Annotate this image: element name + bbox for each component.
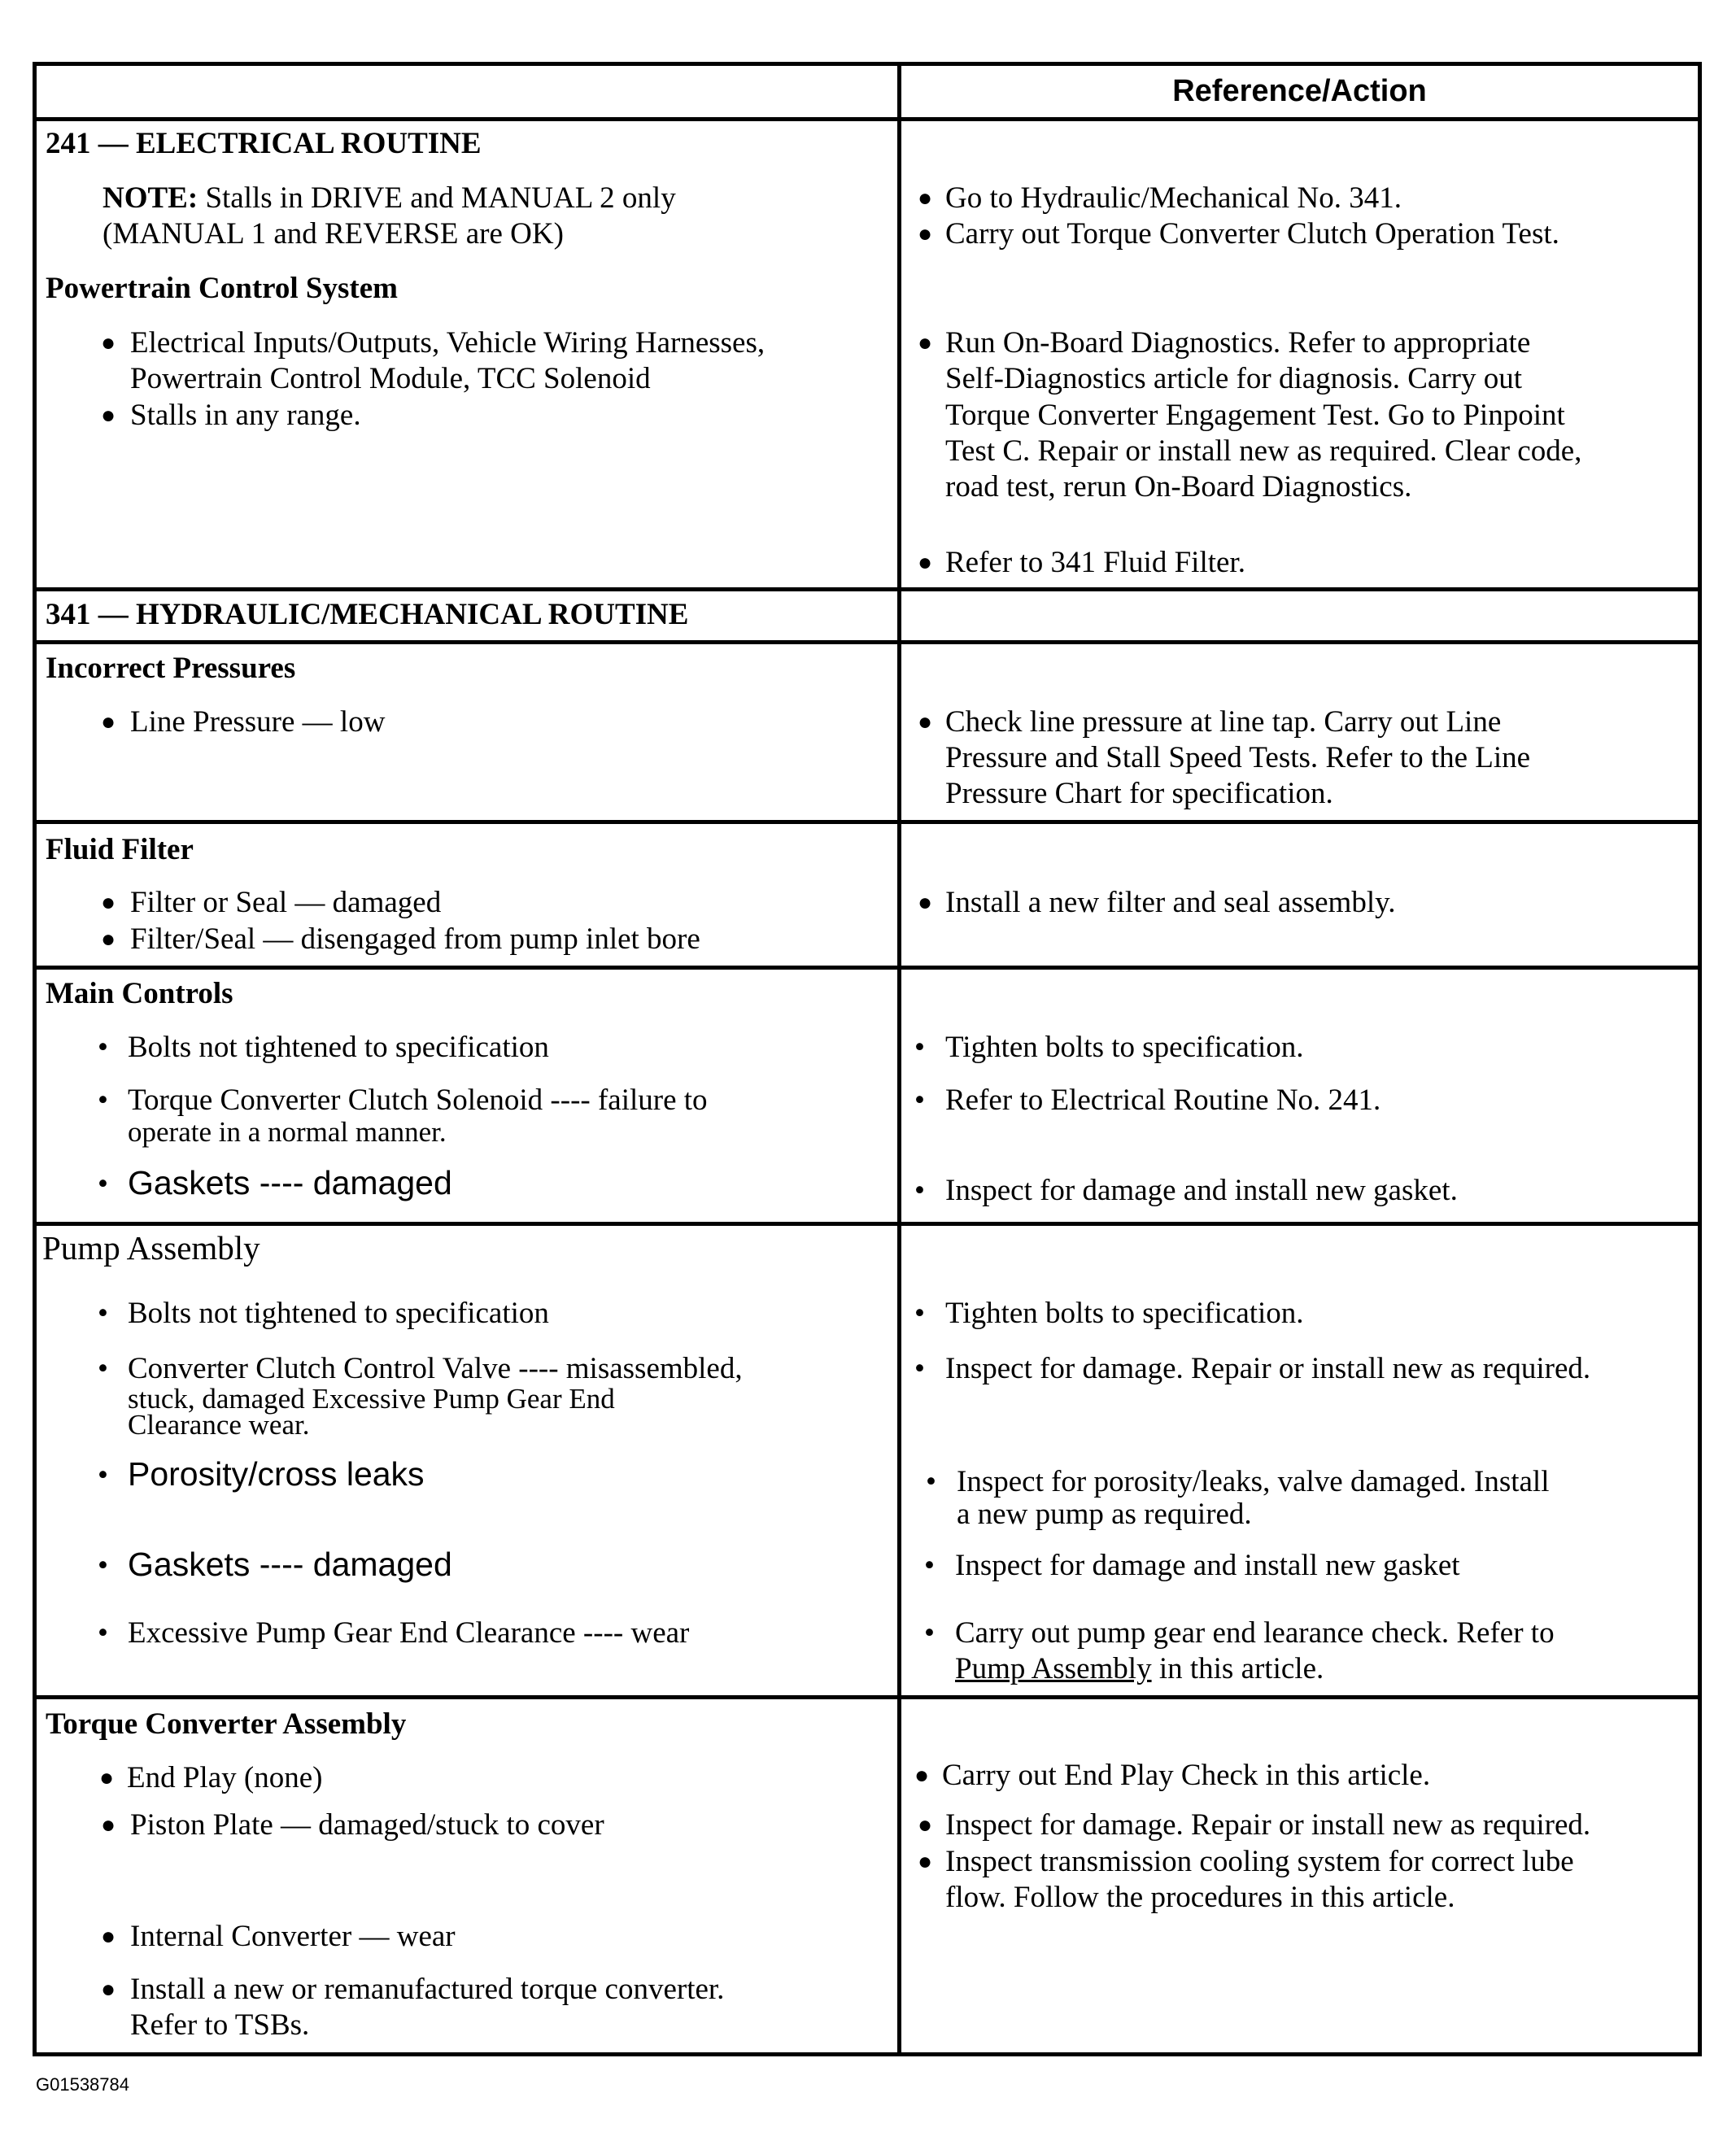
item-text: Install a new or remanufactured torque converter.	[130, 1973, 725, 2006]
ref-text: Inspect for damage and install new gasket	[955, 1549, 1460, 1582]
item-text: Porosity/cross leaks	[128, 1455, 425, 1493]
bullet: •	[924, 1549, 935, 1582]
ref-text: a new pump as required.	[957, 1498, 1252, 1531]
ref-text: Inspect for damage and install new gasket.	[945, 1174, 1458, 1207]
row-divider	[33, 966, 1702, 970]
ref-text: Carry out Torque Converter Clutch Operation Test.	[945, 217, 1559, 251]
bullet: •	[914, 1174, 925, 1207]
ref-text-tail: in this article.	[1151, 1652, 1324, 1685]
item-text: Clearance wear.	[128, 1409, 310, 1441]
subheading-torque-converter: Torque Converter Assembly	[46, 1707, 407, 1741]
section-title-241: 241 — ELECTRICAL ROUTINE	[46, 127, 482, 160]
bullet: ●	[101, 402, 116, 429]
item-text: Internal Converter — wear	[130, 1920, 456, 1953]
bullet: ●	[101, 926, 116, 953]
bullet: ●	[914, 1762, 930, 1789]
note-line-1	[103, 181, 676, 216]
subheading-pump-assembly: Pump Assembly	[42, 1229, 260, 1267]
item-text: operate in a normal manner.	[128, 1116, 447, 1148]
ref-text: Check line pressure at line tap. Carry out Line	[945, 705, 1502, 739]
bullet: ●	[101, 1923, 116, 1950]
bullet: ●	[918, 549, 933, 576]
item-text: Gaskets ---- damaged	[128, 1164, 452, 1201]
ref-text: Carry out pump gear end learance check. Refer to	[955, 1616, 1555, 1650]
item-text: End Play (none)	[127, 1761, 323, 1794]
row-divider	[33, 820, 1702, 824]
row-divider	[33, 640, 1702, 644]
row-divider	[33, 1222, 1702, 1226]
bullet: •	[98, 1352, 108, 1385]
item-text: Filter/Seal — disengaged from pump inlet bore	[130, 922, 700, 956]
item-text: Torque Converter Clutch Solenoid ---- failure to	[128, 1084, 708, 1117]
bullet: ●	[918, 1848, 933, 1875]
ref-text: flow. Follow the procedures in this article.	[945, 1881, 1455, 1914]
ref-text: Refer to Electrical Routine No. 241.	[945, 1084, 1381, 1117]
ref-text: Refer to 341 Fluid Filter.	[945, 546, 1245, 579]
bullet: •	[98, 1084, 108, 1117]
bullet: •	[914, 1031, 925, 1064]
bullet: ●	[918, 1812, 933, 1838]
item-text: Bolts not tightened to specification	[128, 1031, 549, 1064]
bullet: ●	[918, 709, 933, 735]
row-divider	[33, 587, 1702, 591]
ref-text: Carry out End Play Check in this article.	[942, 1759, 1431, 1792]
subheading-main-controls: Main Controls	[46, 977, 233, 1010]
ref-text: Tighten bolts to specification.	[945, 1031, 1304, 1064]
ref-text: Pressure and Stall Speed Tests. Refer to the Line	[945, 741, 1531, 774]
column-header-reference-action: Reference/Action	[1172, 74, 1427, 108]
bullet: ●	[918, 889, 933, 916]
item-text: Filter or Seal — damaged	[130, 886, 442, 919]
bullet: •	[98, 1297, 108, 1330]
bullet: •	[924, 1616, 935, 1650]
bullet: •	[98, 1616, 108, 1650]
ref-text: Run On-Board Diagnostics. Refer to appropriate	[945, 326, 1531, 360]
row-divider	[33, 117, 1702, 121]
item-text: Powertrain Control Module, TCC Solenoid	[130, 362, 651, 395]
bullet: ●	[918, 329, 933, 356]
bullet: •	[914, 1084, 925, 1117]
bullet: •	[914, 1297, 925, 1330]
bullet: •	[98, 1549, 108, 1582]
bullet: ●	[101, 1812, 116, 1838]
item-text: Line Pressure — low	[130, 705, 386, 739]
ref-text: Test C. Repair or install new as required. Clear code,	[945, 434, 1582, 468]
subheading-incorrect-pressures: Incorrect Pressures	[46, 652, 296, 685]
ref-text: Install a new filter and seal assembly.	[945, 886, 1396, 919]
item-text: Bolts not tightened to specification	[128, 1297, 549, 1330]
bullet: •	[98, 1167, 108, 1201]
bullet: •	[926, 1465, 936, 1498]
bullet: ●	[101, 1976, 116, 2003]
ref-text	[955, 1651, 1324, 1687]
pump-assembly-link[interactable]: Pump Assembly	[955, 1652, 1152, 1685]
item-text: Excessive Pump Gear End Clearance ---- wear	[128, 1616, 690, 1650]
note-text: Stalls in DRIVE and MANUAL 2 only	[198, 181, 676, 215]
item-text: Electrical Inputs/Outputs, Vehicle Wiring Harnesses,	[130, 326, 765, 360]
section-title-341: 341 — HYDRAULIC/MECHANICAL ROUTINE	[46, 598, 689, 631]
item-text: Refer to TSBs.	[130, 2008, 310, 2042]
ref-text: road test, rerun On-Board Diagnostics.	[945, 470, 1412, 504]
item-text: Gaskets ---- damaged	[128, 1546, 452, 1583]
item-text: Stalls in any range.	[130, 399, 361, 432]
ref-text: Torque Converter Engagement Test. Go to Pinpoint	[945, 399, 1565, 432]
item-text: Piston Plate — damaged/stuck to cover	[130, 1808, 604, 1842]
bullet: ●	[101, 329, 116, 356]
ref-text: Inspect transmission cooling system for correct lube	[945, 1845, 1574, 1878]
ref-text: Go to Hydraulic/Mechanical No. 341.	[945, 181, 1402, 215]
ref-text: Inspect for damage. Repair or install new as required.	[945, 1808, 1591, 1842]
ref-text: Pressure Chart for specification.	[945, 777, 1333, 810]
item-text: stuck, damaged Excessive Pump Gear End	[128, 1383, 615, 1415]
subheading-powertrain-control: Powertrain Control System	[46, 272, 398, 305]
ref-text: Inspect for damage. Repair or install new as required.	[945, 1352, 1591, 1385]
bullet: ●	[918, 220, 933, 247]
note-line-2: (MANUAL 1 and REVERSE are OK)	[103, 217, 564, 251]
item-text: Converter Clutch Control Valve ---- misassembled,	[128, 1352, 743, 1385]
bullet: •	[98, 1459, 108, 1492]
bullet: •	[914, 1352, 925, 1385]
ref-text: Tighten bolts to specification.	[945, 1297, 1304, 1330]
bullet: ●	[99, 1764, 115, 1791]
bullet: ●	[101, 889, 116, 916]
bullet: ●	[918, 185, 933, 211]
bullet: ●	[101, 709, 116, 735]
figure-id: G01538784	[36, 2074, 129, 2095]
bullet: •	[98, 1031, 108, 1064]
note-label: NOTE:	[103, 181, 198, 215]
subheading-fluid-filter: Fluid Filter	[46, 833, 194, 866]
ref-text: Self-Diagnostics article for diagnosis. Carry out	[945, 362, 1522, 395]
row-divider	[33, 1695, 1702, 1699]
ref-text: Inspect for porosity/leaks, valve damaged. Install	[957, 1465, 1550, 1498]
column-divider	[897, 62, 901, 2056]
